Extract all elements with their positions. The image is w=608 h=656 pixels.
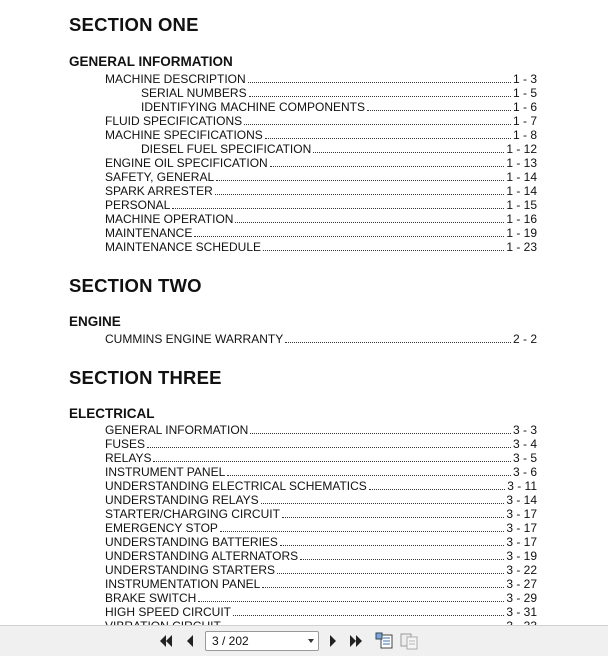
dot-leader (277, 572, 504, 574)
toc-page: 3 - 14 (506, 493, 537, 507)
dot-leader (198, 600, 504, 602)
toc-label: STARTER/CHARGING CIRCUIT (105, 507, 280, 521)
toc-entry[interactable] (105, 549, 537, 563)
toc-entry[interactable] (105, 212, 537, 226)
chevron-down-icon (308, 639, 314, 643)
toc-label: RELAYS (105, 451, 152, 465)
dot-leader (244, 123, 511, 125)
toc-entry[interactable] (105, 479, 537, 493)
toc-entry[interactable] (105, 226, 537, 240)
page-indicator: 3 / 202 (212, 634, 249, 648)
toc-entry[interactable] (105, 198, 537, 212)
toc-label: MACHINE DESCRIPTION (105, 72, 246, 86)
first-page-button[interactable] (156, 631, 176, 651)
document-list-icon (375, 632, 393, 650)
toc-entry[interactable] (105, 465, 537, 479)
toc-label: SPARK ARRESTER (105, 184, 213, 198)
toc-label: UNDERSTANDING ELECTRICAL SCHEMATICS (105, 479, 367, 493)
toc-label: PERSONAL (105, 198, 171, 212)
dot-leader (220, 530, 504, 532)
toc-label: IDENTIFYING MACHINE COMPONENTS (141, 100, 366, 114)
dot-leader (367, 109, 511, 111)
dot-leader (300, 558, 504, 560)
group-title: ENGINE (69, 314, 121, 329)
toc-entry[interactable] (105, 591, 537, 605)
section-title: SECTION TWO (69, 275, 202, 296)
toc-label: FLUID SPECIFICATIONS (105, 114, 243, 128)
toc-entry[interactable] (105, 507, 537, 521)
toc-label: HIGH SPEED CIRCUIT (105, 605, 232, 619)
dot-leader (147, 446, 511, 448)
toc-page: 3 - 5 (512, 451, 537, 465)
dot-leader (280, 544, 504, 546)
toc-entry[interactable] (105, 184, 537, 198)
toc-entry[interactable] (141, 142, 537, 156)
toc-page: 1 - 5 (512, 86, 537, 100)
toc-entry[interactable] (105, 240, 537, 254)
toc-page: 1 - 13 (506, 156, 537, 170)
dot-leader (233, 614, 504, 616)
next-page-icon (327, 634, 339, 648)
toc-label: FUSES (105, 437, 146, 451)
dot-leader (369, 488, 505, 490)
toc-page: 1 - 14 (506, 170, 537, 184)
dot-leader (215, 193, 505, 195)
table-of-contents-button[interactable] (374, 631, 394, 651)
toc-entry[interactable] (105, 156, 537, 170)
toc-entry[interactable] (141, 100, 537, 114)
dot-leader (285, 341, 511, 343)
toc-entry[interactable] (105, 535, 537, 549)
toc-label: MACHINE OPERATION (105, 212, 234, 226)
dot-leader (250, 432, 511, 434)
dot-leader (270, 165, 505, 167)
toc-label: MAINTENANCE SCHEDULE (105, 240, 262, 254)
toc-page: 3 - 22 (506, 563, 537, 577)
group-title: GENERAL INFORMATION (69, 54, 233, 69)
toc-entry[interactable] (105, 332, 537, 346)
toc-page: 1 - 3 (512, 72, 537, 86)
toc-label: GENERAL INFORMATION (105, 423, 249, 437)
dot-leader (262, 586, 504, 588)
toc-entry[interactable] (105, 451, 537, 465)
toc-page: 1 - 14 (506, 184, 537, 198)
toc-entry[interactable] (105, 423, 537, 437)
toc-page: 2 - 2 (512, 332, 537, 346)
dot-leader (194, 235, 504, 237)
section-title: SECTION ONE (69, 14, 199, 35)
toc-page: 1 - 19 (506, 226, 537, 240)
toc-page: 3 - 19 (506, 549, 537, 563)
toc-entry[interactable] (105, 128, 537, 142)
toc-label: BRAKE SWITCH (105, 591, 197, 605)
toc-page: 1 - 16 (506, 212, 537, 226)
last-page-icon (348, 634, 364, 648)
first-page-icon (158, 634, 174, 648)
previous-page-button[interactable] (180, 631, 200, 651)
toc-page: 3 - 29 (506, 591, 537, 605)
toc-entry[interactable] (105, 605, 537, 619)
section-title: SECTION THREE (69, 367, 222, 388)
dot-leader (153, 460, 511, 462)
toc-label: UNDERSTANDING ALTERNATORS (105, 549, 299, 563)
group-title: ELECTRICAL (69, 406, 155, 421)
dot-leader (261, 502, 505, 504)
toc-label: ENGINE OIL SPECIFICATION (105, 156, 268, 170)
toc-label: EMERGENCY STOP (105, 521, 218, 535)
page-thumbnails-icon (400, 632, 418, 650)
toc-page: 3 - 6 (512, 465, 537, 479)
last-page-button[interactable] (346, 631, 366, 651)
dot-leader (248, 81, 511, 83)
toc-entry[interactable] (105, 563, 537, 577)
toc-label: INSTRUMENTATION PANEL (105, 577, 261, 591)
toc-page: 3 - 4 (512, 437, 537, 451)
dot-leader (282, 516, 504, 518)
toc-page: 1 - 7 (512, 114, 537, 128)
toc-entry[interactable] (105, 493, 537, 507)
toc-entry[interactable] (105, 437, 537, 451)
dot-leader (263, 249, 504, 251)
toc-page: 1 - 23 (506, 240, 537, 254)
page-selector[interactable] (205, 631, 319, 651)
viewer-toolbar (0, 625, 608, 656)
toc-label: UNDERSTANDING BATTERIES (105, 535, 278, 549)
toc-entry[interactable] (141, 86, 537, 100)
toc-label: SERIAL NUMBERS (141, 86, 247, 100)
dot-leader (235, 221, 504, 223)
thumbnails-button[interactable] (399, 631, 419, 651)
dot-leader (313, 151, 504, 153)
toc-page: 1 - 8 (512, 128, 537, 142)
toc-page: 3 - 27 (506, 577, 537, 591)
toc-entry[interactable] (105, 170, 537, 184)
dot-leader (265, 137, 511, 139)
toc-entry[interactable] (105, 114, 537, 128)
toc-label: CUMMINS ENGINE WARRANTY (105, 332, 284, 346)
toc-page: 3 - 11 (507, 479, 537, 493)
toc-entry[interactable] (105, 521, 537, 535)
toc-page: 3 - 3 (512, 423, 537, 437)
toc-page: 3 - 17 (506, 521, 537, 535)
toc-page: 3 - 17 (506, 535, 537, 549)
toc-page: 1 - 6 (512, 100, 537, 114)
previous-page-icon (184, 634, 196, 648)
toc-label: DIESEL FUEL SPECIFICATION (141, 142, 312, 156)
toc-label: MACHINE SPECIFICATIONS (105, 128, 263, 142)
dot-leader (172, 207, 504, 209)
toc-label: INSTRUMENT PANEL (105, 465, 226, 479)
toc-entry[interactable] (105, 577, 537, 591)
toc-page: 1 - 15 (506, 198, 537, 212)
dot-leader (227, 474, 511, 476)
toc-page: 1 - 12 (506, 142, 537, 156)
toc-label: UNDERSTANDING RELAYS (105, 493, 259, 507)
toc-page: 3 - 31 (506, 605, 537, 619)
toc-label: MAINTENANCE (105, 226, 193, 240)
toc-entry[interactable] (105, 72, 537, 86)
next-page-button[interactable] (323, 631, 343, 651)
toc-page: 3 - 17 (506, 507, 537, 521)
toc-label: UNDERSTANDING STARTERS (105, 563, 276, 577)
toc-label: SAFETY, GENERAL (105, 170, 215, 184)
dot-leader (249, 95, 511, 97)
dot-leader (216, 179, 504, 181)
